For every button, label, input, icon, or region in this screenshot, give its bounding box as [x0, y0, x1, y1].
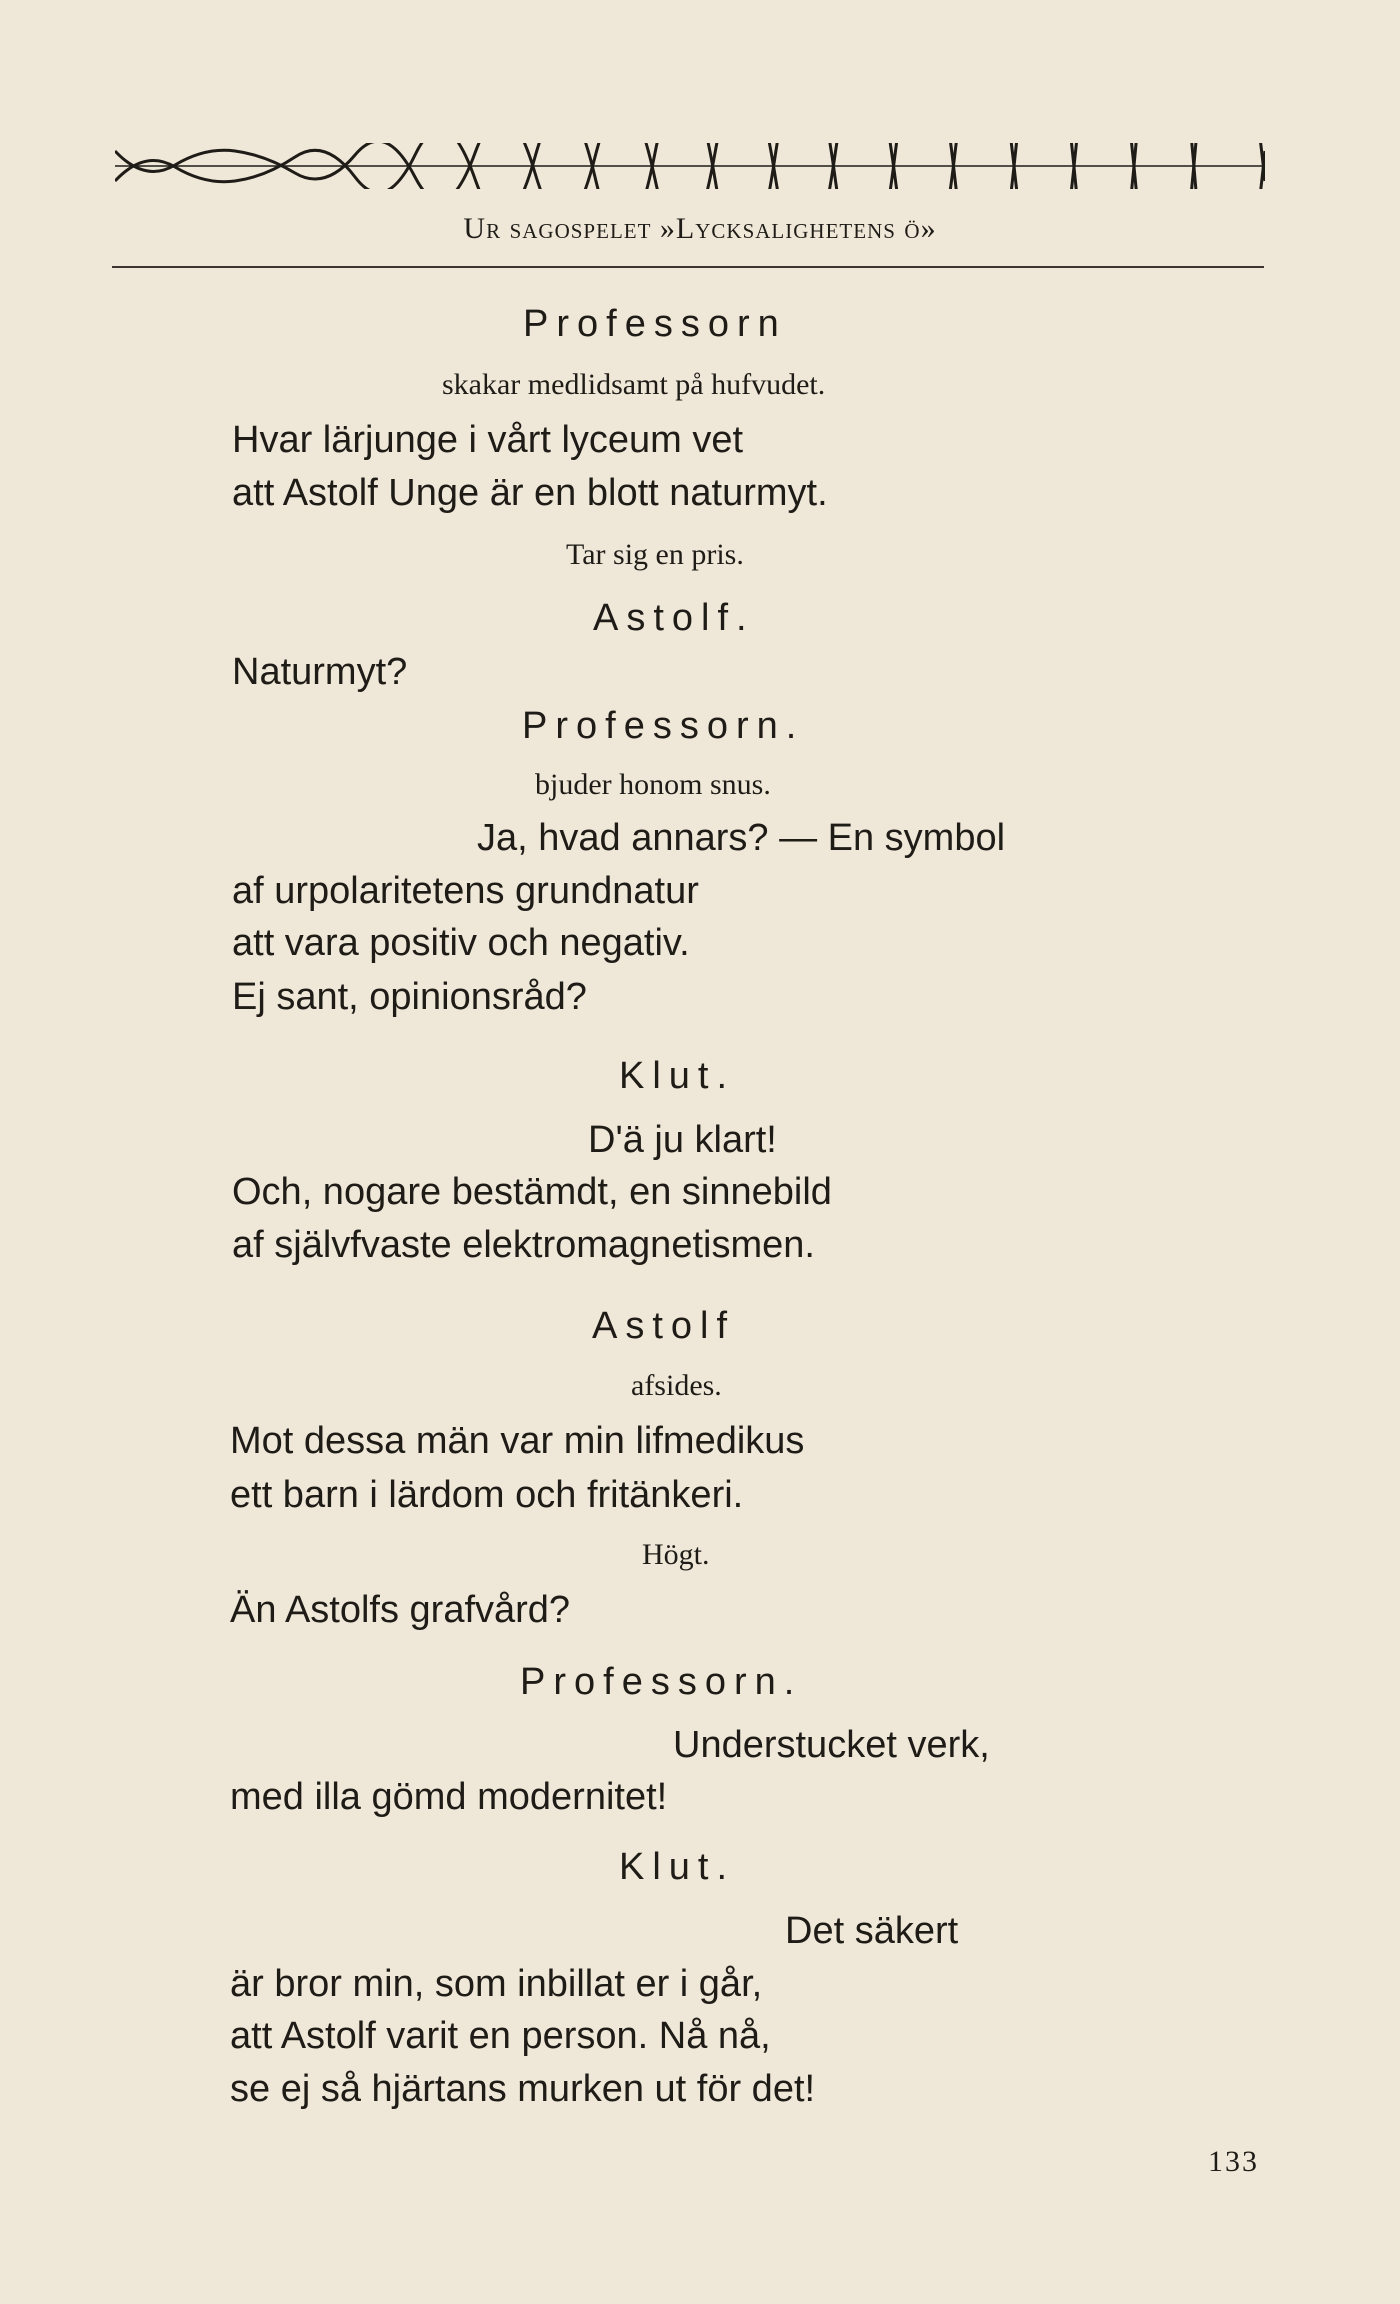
speaker-name: Professorn.: [520, 1661, 803, 1703]
verse-line: Det säkert: [785, 1910, 959, 1952]
page-number: 133: [1208, 2145, 1259, 2178]
ornamental-border-icon: [115, 143, 1265, 189]
speaker-name: Professorn.: [522, 705, 805, 747]
stage-direction: afsides.: [631, 1369, 722, 1402]
verse-line: Understucket verk,: [673, 1724, 990, 1766]
speaker-name: Klut.: [619, 1055, 736, 1097]
verse-line: med illa gömd modernitet!: [230, 1776, 668, 1818]
verse-line: af urpolaritetens grundnatur: [232, 870, 699, 912]
verse-line: är bror min, som inbillat er i går,: [230, 1963, 763, 2005]
verse-line: att Astolf varit en person. Nå nå,: [230, 2015, 771, 2057]
verse-line: af självfvaste elektromagnetismen.: [232, 1224, 815, 1266]
verse-line: Hvar lärjunge i vårt lyceum vet: [232, 419, 744, 461]
header-rule: [112, 266, 1264, 268]
speaker-name: Astolf: [592, 1305, 736, 1347]
stage-direction: skakar medlidsamt på hufvudet.: [442, 368, 826, 401]
stage-direction: Högt.: [642, 1538, 710, 1571]
verse-line: se ej så hjärtans murken ut för det!: [230, 2068, 816, 2110]
verse-line: Än Astolfs grafvård?: [230, 1589, 571, 1631]
verse-line: att Astolf Unge är en blott naturmyt.: [232, 472, 828, 514]
stage-direction: bjuder honom snus.: [535, 768, 771, 801]
verse-line: ett barn i lärdom och fritänkeri.: [230, 1474, 744, 1516]
running-head: Ur sagospelet »Lycksalighetens ö»: [463, 212, 937, 245]
verse-line: Och, nogare bestämdt, en sinnebild: [232, 1171, 832, 1213]
verse-line: Naturmyt?: [232, 651, 408, 693]
speaker-name: Klut.: [619, 1846, 736, 1888]
verse-line: Ja, hvad annars? — En symbol: [477, 817, 1006, 859]
verse-line: D'ä ju klart!: [588, 1119, 777, 1161]
verse-line: Ej sant, opinionsråd?: [232, 976, 587, 1018]
speaker-name: Professorn: [523, 303, 787, 345]
speaker-name: Astolf.: [593, 597, 755, 639]
verse-line: att vara positiv och negativ.: [232, 922, 690, 964]
stage-direction: Tar sig en pris.: [566, 538, 744, 571]
verse-line: Mot dessa män var min lifmedikus: [230, 1420, 805, 1462]
